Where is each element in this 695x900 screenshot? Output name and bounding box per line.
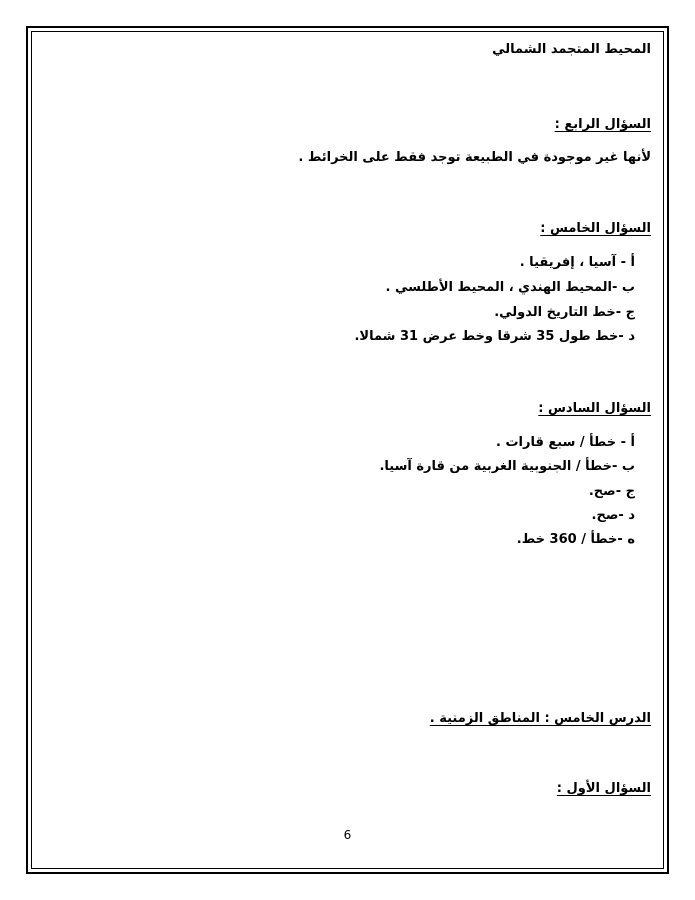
question-6-item-e: ه -خطأ / 360 خط. [516, 532, 635, 547]
question-4-answer: لأنها غير موجودة في الطبيعة توجد فقط على الخرائط . [298, 150, 651, 165]
question-6-heading: السؤال السادس : [538, 401, 651, 416]
lesson-5-question-1-heading: السؤال الأول : [556, 781, 651, 796]
question-5-item-b: ب -المحيط الهندي ، المحيط الأطلسي . [385, 280, 635, 295]
section-title: المحيط المتجمد الشمالي [492, 42, 651, 57]
page-number: 6 [343, 828, 352, 842]
lesson-5-title: الدرس الخامس : المناطق الزمنية . [429, 711, 651, 726]
question-4-heading: السؤال الرابع : [554, 117, 651, 132]
question-5-item-d: د -خط طول 35 شرقا وخط عرض 31 شمالا. [354, 329, 635, 344]
question-5-item-c: ج -خط التاريخ الدولي. [494, 305, 635, 320]
question-6-item-a: أ - خطأ / سبع قارات . [496, 435, 635, 450]
question-5-item-a: أ - آسيا ، إفريقيا . [519, 255, 635, 270]
question-6-item-d: د -صح. [591, 508, 635, 523]
question-5-heading: السؤال الخامس : [540, 221, 651, 236]
question-6-item-b: ب -خطأ / الجنوبية الغربية من قارة آسيا. [379, 459, 635, 474]
question-6-item-c: ج -صح. [588, 484, 635, 499]
